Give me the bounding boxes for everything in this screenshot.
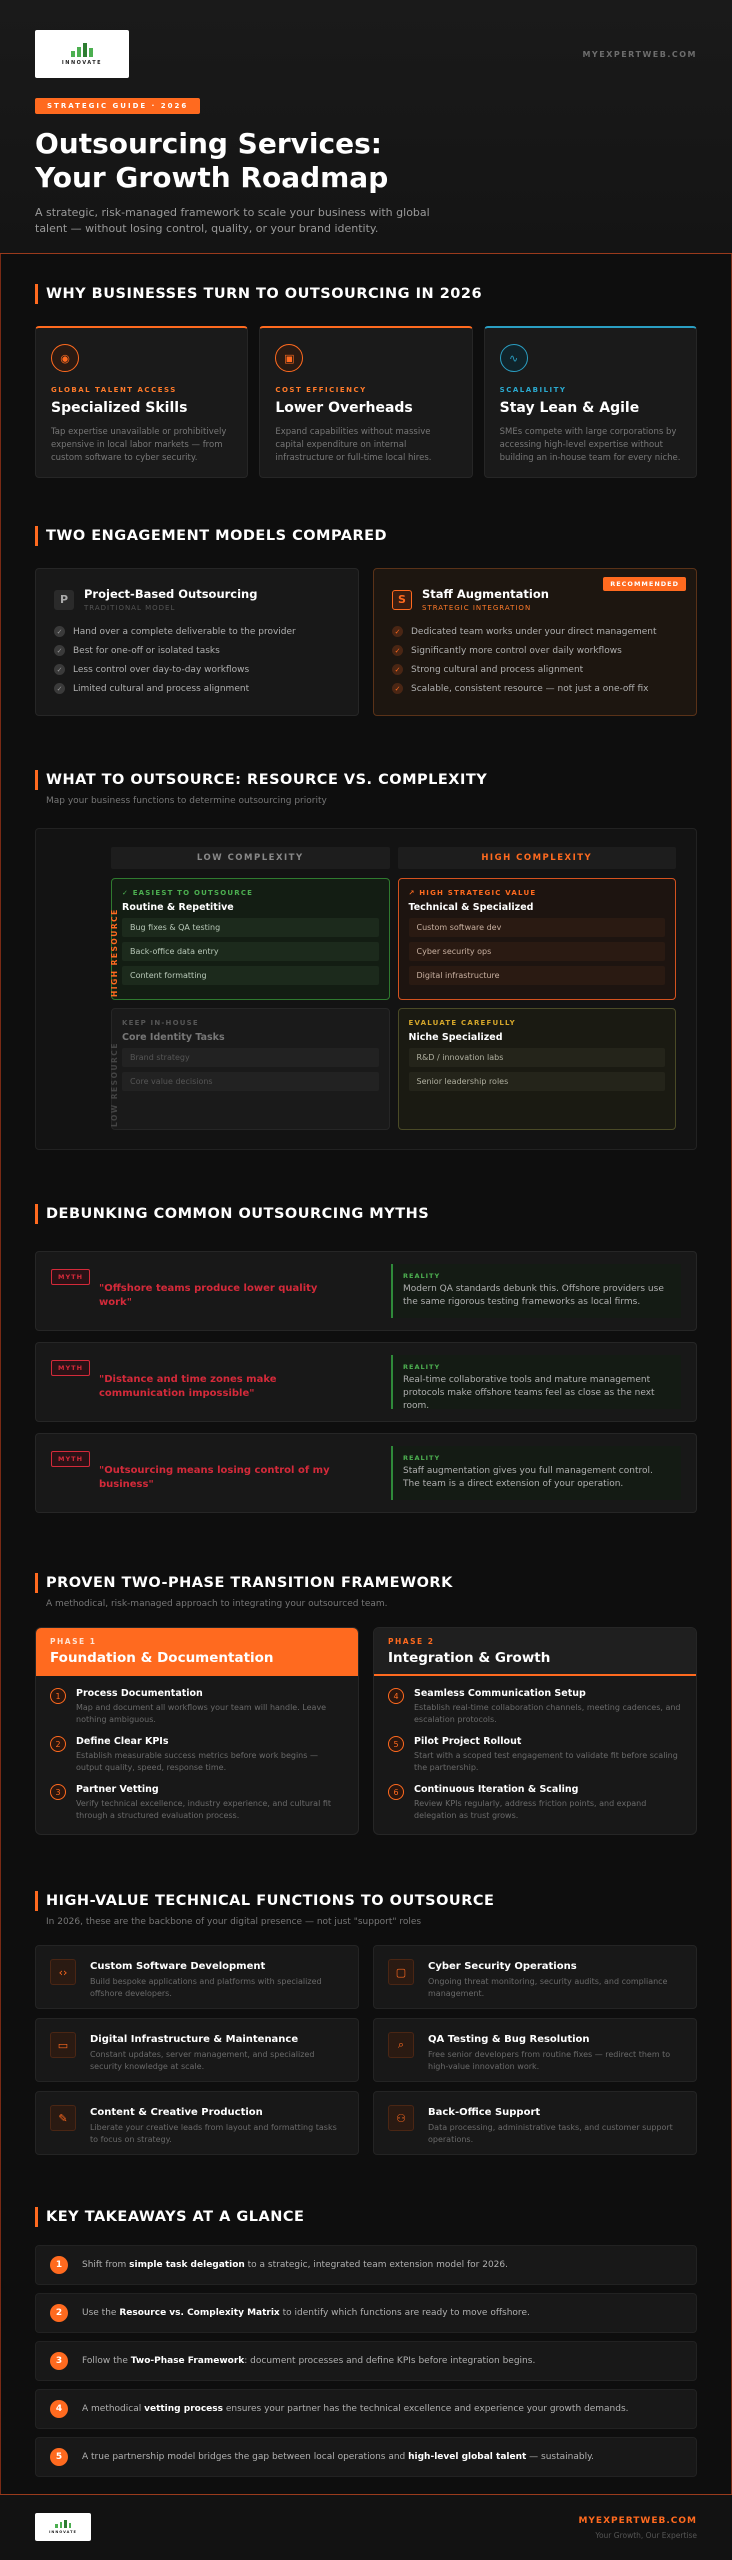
matrix-section [0, 770, 732, 1150]
list-item: Brand strategy [122, 1048, 379, 1067]
list-item: Senior leadership roles [409, 1072, 666, 1091]
phase-step: 2 Define Clear KPIs Establish measurable success metrics before work begins — output quality, speed, response time. [50, 1736, 344, 1774]
takeaways-heading: KEY TAKEAWAYS AT A GLANCE [35, 2207, 697, 2227]
page-title: Outsourcing Services: Your Growth Roadmap [35, 127, 389, 194]
takeaways-section [0, 2207, 732, 2477]
phase-step: 6 Continuous Iteration & Scaling Review KPIs regularly, address friction points, and expand delegation as trust grows. [388, 1784, 682, 1822]
takeaway-item: 3 Follow the Two-Phase Framework: document processes and define KPIs before integration begins. [35, 2341, 697, 2381]
list-item: R&D / innovation labs [409, 1048, 666, 1067]
why-card-scalability: ∿ SCALABILITY Stay Lean & Agile SMEs compete with large corporations by accessing high-level expertise without building an in-house team for every niche. [484, 326, 697, 478]
phase-2-card: PHASE 2 Integration & Growth 4 Seamless Communication Setup Establish real-time collaboration channels, meeting cadences, and escalation protocols. 5 Pilot Project Rollout Start with a scoped test engagement to validate fit before scaling the partnership. 6 Continuous Iteration & Scaling Review KPIs regularly, address friction points, and expand delegation as trust grows. [373, 1627, 697, 1835]
tech-card-infrastructure: ▭ Digital Infrastructure & Maintenance Constant updates, server management, and specialized security knowledge at scale. [35, 2018, 359, 2082]
site-url[interactable]: MYEXPERTWEB.COM [582, 50, 697, 59]
list-item: ✓ Dedicated team works under your direct management [392, 626, 678, 637]
row-label-high: HIGH RESOURCE [110, 908, 119, 997]
row-label-low: LOW RESOURCE [110, 1042, 119, 1127]
takeaway-item: 1 Shift from simple task delegation to a strategic, integrated team extension model for 2026. [35, 2245, 697, 2285]
check-icon: ✓ [392, 626, 403, 637]
lock-icon: ▢ [388, 1959, 414, 1985]
phases-heading: PROVEN TWO-PHASE TRANSITION FRAMEWORK [35, 1573, 697, 1593]
pulse-icon: ∿ [500, 344, 528, 372]
myths-heading: DEBUNKING COMMON OUTSOURCING MYTHS [35, 1204, 697, 1224]
phases-subtitle: A methodical, risk-managed approach to integrating your outsourced team. [46, 1599, 388, 1609]
engagement-heading: TWO ENGAGEMENT MODELS COMPARED [35, 526, 697, 546]
matrix-cell-evaluate: EVALUATE CAREFULLY Niche Specialized R&D / innovation labs Senior leadership roles [398, 1008, 677, 1130]
myth-badge: MYTH [51, 1269, 90, 1285]
guide-badge: STRATEGIC GUIDE · 2026 [35, 98, 200, 114]
list-item: Cyber security ops [409, 942, 666, 961]
tech-card-content: ✎ Content & Creative Production Liberate your creative leads from layout and formatting tasks to focus on strategy. [35, 2091, 359, 2155]
tech-heading: HIGH-VALUE TECHNICAL FUNCTIONS TO OUTSOURCE [35, 1891, 697, 1911]
tech-card-software: ‹› Custom Software Development Build bespoke applications and platforms with specialized offshore developers. [35, 1945, 359, 2009]
users-icon: ⚇ [388, 2105, 414, 2131]
list-item: ✓ Strong cultural and process alignment [392, 664, 678, 675]
takeaway-item: 4 A methodical vetting process ensures your partner has the technical excellence and experience your growth demands. [35, 2389, 697, 2429]
logo-text: INNOVATE [61, 59, 103, 66]
tech-card-qa: ⌕ QA Testing & Bug Resolution Free senior developers from routine fixes — redirect them to high-value innovation work. [373, 2018, 697, 2082]
list-item: ✓ Best for one-off or isolated tasks [54, 645, 340, 656]
phase-step: 3 Partner Vetting Verify technical excellence, industry experience, and cultural fit through a structured evaluation process. [50, 1784, 344, 1822]
col-label-high: HIGH COMPLEXITY [398, 847, 677, 869]
check-icon: ✓ [392, 645, 403, 656]
myth-card: MYTH "Outsourcing means losing control of my business" REALITY Staff augmentation gives you full management control. The team is a direct extension of your operation. [35, 1433, 697, 1513]
list-item: ✓ Limited cultural and process alignment [54, 683, 340, 694]
myth-card: MYTH "Distance and time zones make communication impossible" REALITY Real-time collaborative tools and mature management protocols make offshore teams feel as close as the next room. [35, 1342, 697, 1422]
recommended-badge: RECOMMENDED [603, 577, 686, 591]
check-icon: ✓ [392, 683, 403, 694]
phase-1-card: PHASE 1 Foundation & Documentation 1 Process Documentation Map and document all workflows your team will handle. Leave nothing ambiguous. 2 Define Clear KPIs Establish measurable success metrics before work begins — output quality, speed, response time. 3 Partner Vetting Verify technical excellence, industry experience, and cultural fit through a structured evaluation process. [35, 1627, 359, 1835]
phase-step: 1 Process Documentation Map and document all workflows your team will handle. Leave nothing ambiguous. [50, 1688, 344, 1726]
matrix-cell-in-house: KEEP IN-HOUSE Core Identity Tasks Brand strategy Core value decisions [111, 1008, 390, 1130]
list-item: ✓ Less control over day-to-day workflows [54, 664, 340, 675]
check-icon: ✓ [392, 664, 403, 675]
logo-mark-icon [71, 43, 93, 57]
why-card-talent: ◉ GLOBAL TALENT ACCESS Specialized Skills Tap expertise unavailable or prohibitively expensive in local labor markets — from custom software to cyber security. [35, 326, 248, 478]
check-icon: ✓ [54, 626, 65, 637]
myths-section [0, 1204, 732, 1513]
project-letter-icon: P [54, 590, 74, 610]
list-item: Back-office data entry [122, 942, 379, 961]
phase-step: 4 Seamless Communication Setup Establish real-time collaboration channels, meeting cadences, and escalation protocols. [388, 1688, 682, 1726]
list-item: ✓ Hand over a complete deliverable to the provider [54, 626, 340, 637]
list-item: Core value decisions [122, 1072, 379, 1091]
logo[interactable] [35, 30, 129, 78]
engagement-section [0, 526, 732, 716]
hero-header [0, 0, 732, 254]
matrix-cell-strategic: ↗ HIGH STRATEGIC VALUE Technical & Specialized Custom software dev Cyber security ops Digital infrastructure [398, 878, 677, 1000]
why-section [0, 284, 732, 478]
staff-augmentation-card: RECOMMENDED S Staff Augmentation STRATEGIC INTEGRATION ✓ Dedicated team works under your direct management ✓ Significantly more control over daily workflows ✓ Strong cultural and process alignment ✓ Scalable, consistent resource — not just a one-off fix [373, 568, 697, 716]
list-item: Custom software dev [409, 918, 666, 937]
why-card-cost: ▣ COST EFFICIENCY Lower Overheads Expand capabilities without massive capital expenditure on internal infrastructure or full-time local hires. [259, 326, 472, 478]
footer-url[interactable]: MYEXPERTWEB.COM [578, 2516, 697, 2526]
check-icon: ✓ [54, 683, 65, 694]
matrix-cell-easiest: ✓ EASIEST TO OUTSOURCE Routine & Repetitive Bug fixes & QA testing Back-office data entry Content formatting [111, 878, 390, 1000]
project-based-card: P Project-Based Outsourcing TRADITIONAL MODEL ✓ Hand over a complete deliverable to the provider ✓ Best for one-off or isolated tasks ✓ Less control over day-to-day workflows ✓ Limited cultural and process alignment [35, 568, 359, 716]
tech-subtitle: In 2026, these are the backbone of your digital presence — not just "support" roles [46, 1917, 422, 1927]
list-item: Bug fixes & QA testing [122, 918, 379, 937]
search-icon: ⌕ [388, 2032, 414, 2058]
phase-step: 5 Pilot Project Rollout Start with a scoped test engagement to validate fit before scaling the partnership. [388, 1736, 682, 1774]
col-label-low: LOW COMPLEXITY [111, 847, 390, 869]
footer-tagline: Your Growth, Our Expertise [595, 2531, 697, 2540]
tech-card-backoffice: ⚇ Back-Office Support Data processing, administrative tasks, and customer support operations. [373, 2091, 697, 2155]
monitor-icon: ▭ [50, 2032, 76, 2058]
check-icon: ✓ [54, 664, 65, 675]
pen-icon: ✎ [50, 2105, 76, 2131]
myth-badge: MYTH [51, 1360, 90, 1376]
resource-complexity-matrix [35, 828, 697, 1150]
tech-section [0, 1891, 732, 2155]
logo-mark-icon [55, 2520, 71, 2528]
wallet-icon: ▣ [275, 344, 303, 372]
code-icon: ‹› [50, 1959, 76, 1985]
page-subtitle: A strategic, risk-managed framework to scale your business with global talent — without losing control, quality, or your brand identity. [35, 206, 430, 235]
matrix-subtitle: Map your business functions to determine outsourcing priority [46, 796, 327, 806]
matrix-heading: WHAT TO OUTSOURCE: RESOURCE VS. COMPLEXITY [35, 770, 697, 790]
myth-card: MYTH "Offshore teams produce lower quality work" REALITY Modern QA standards debunk this. Offshore providers use the same rigorous testing frameworks as local firms. [35, 1251, 697, 1331]
staff-letter-icon: S [392, 590, 412, 610]
check-icon: ✓ [54, 645, 65, 656]
takeaway-item: 5 A true partnership model bridges the gap between local operations and high-level global talent — sustainably. [35, 2437, 697, 2477]
myth-badge: MYTH [51, 1451, 90, 1467]
list-item: Digital infrastructure [409, 966, 666, 985]
why-heading: WHY BUSINESSES TURN TO OUTSOURCING IN 2026 [35, 284, 697, 304]
phases-section [0, 1573, 732, 1835]
footer [0, 2494, 732, 2560]
user-icon: ◉ [51, 344, 79, 372]
list-item: ✓ Significantly more control over daily workflows [392, 645, 678, 656]
takeaway-item: 2 Use the Resource vs. Complexity Matrix to identify which functions are ready to move offshore. [35, 2293, 697, 2333]
tech-card-security: ▢ Cyber Security Operations Ongoing threat monitoring, security audits, and compliance management. [373, 1945, 697, 2009]
footer-logo[interactable]: INNOVATE [35, 2513, 91, 2541]
list-item: ✓ Scalable, consistent resource — not just a one-off fix [392, 683, 678, 694]
list-item: Content formatting [122, 966, 379, 985]
